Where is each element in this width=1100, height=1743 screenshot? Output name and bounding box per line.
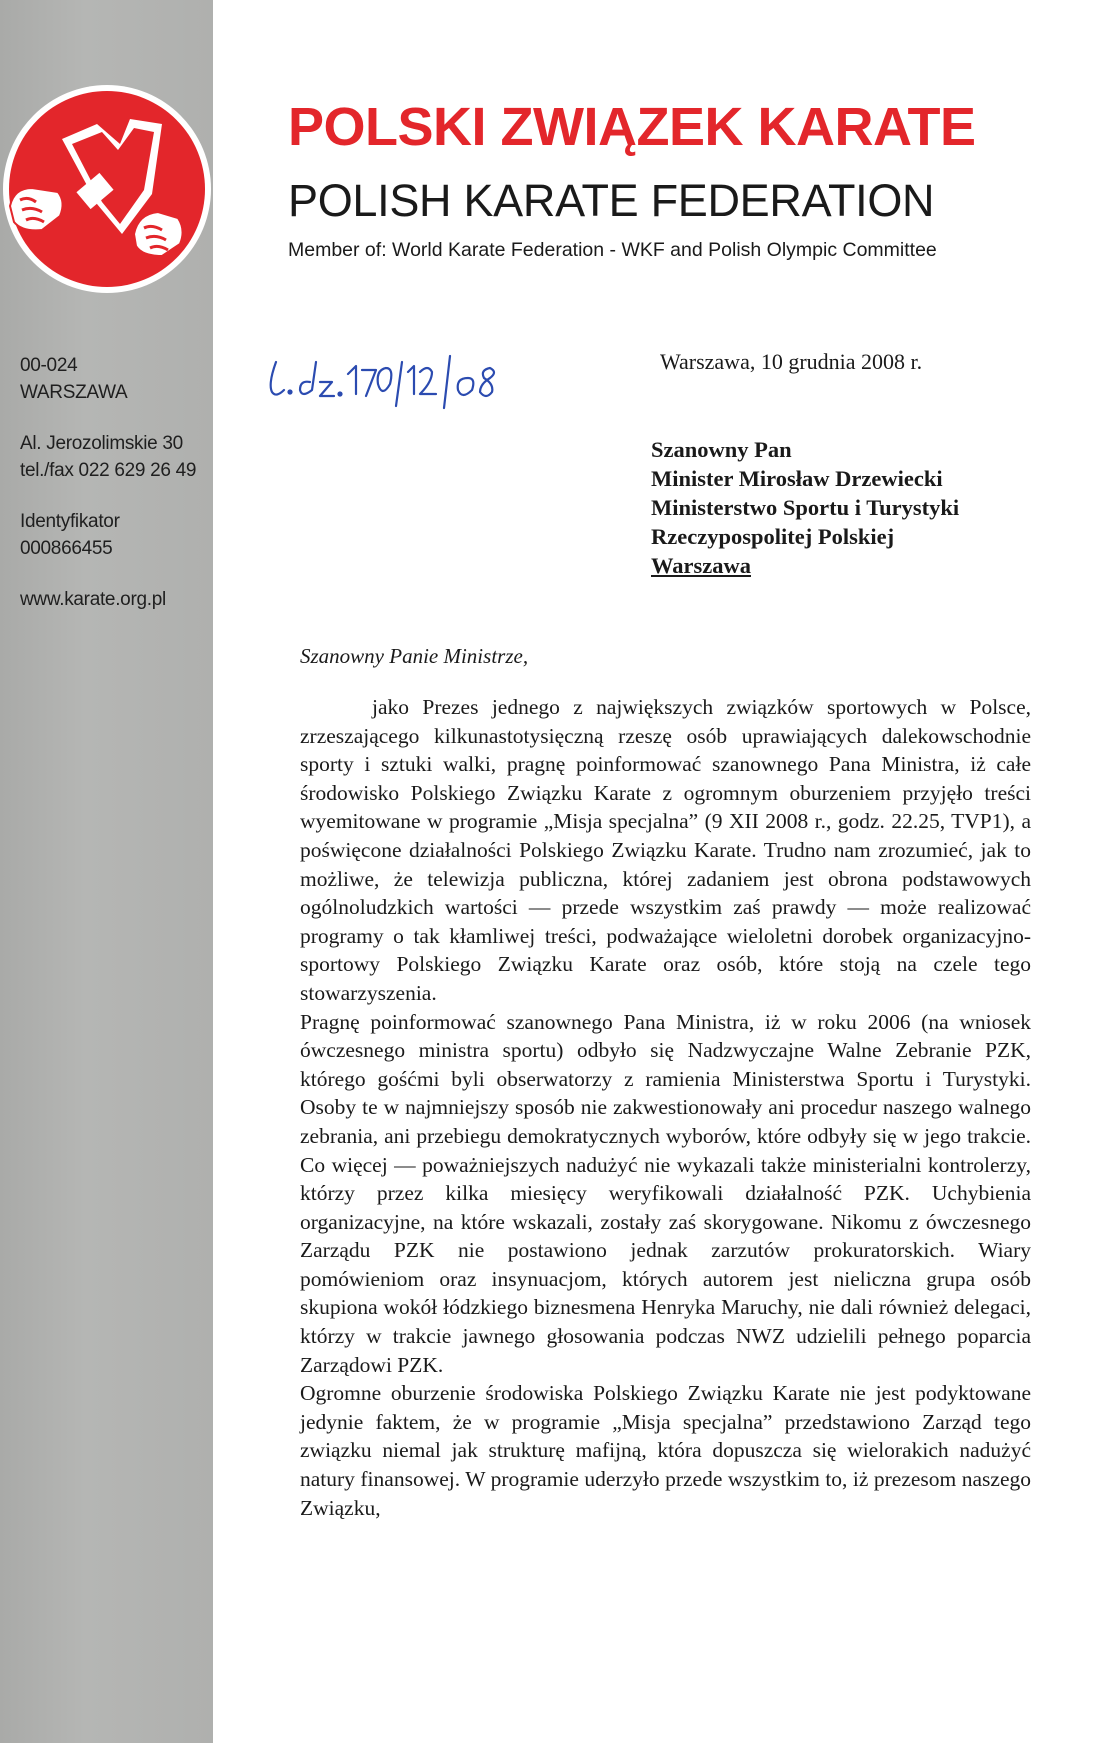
- city: WARSZAWA: [20, 382, 128, 403]
- body-paragraph: jako Prezes jednego z największych związków sportowych w Polsce, zrzeszającego kilkunastotysięczną rzeszę osób uprawiających dalekowschodnie sporty i sztuki walki, pragnę poinformować szanownego Pana Ministra, iż całe środowisko Polskiego Związku Karate z ogromnym oburzeniem przyjęło treści wyemitowane w programie „Misja specjalna” (9 XII 2008 r., godz. 22.25, TVP1), a poświęcone działalności Polskiego Związku Karate. Trudno nam zrozumieć, jak to możliwe, że telewizja publiczna, której zadaniem jest obrona podstawowych ogólnoludzkich wartości — przede wszystkim zaś prawdy — może realizować programy o tak kłamliwej treści, podważające wieloletni dorobek organizacyjno-sportowy Polskiego Związku Karate oraz osób, które stoją na czele tego stowarzyszenia.: [300, 695, 1031, 1005]
- karate-fighter-logo-icon: [2, 84, 212, 294]
- recipient-address: [651, 435, 959, 580]
- salutation: Szanowny Panie Ministrze,: [300, 644, 529, 668]
- organization-name-en: POLISH KARATE FEDERATION: [288, 175, 935, 226]
- recipient-line: Szanowny Pan: [651, 437, 792, 462]
- street-address: Al. Jerozolimskie 30: [20, 433, 183, 454]
- recipient-line: Rzeczypospolitej Polskiej: [651, 524, 895, 549]
- letter-body: [300, 693, 1031, 1522]
- sender-contact: [20, 352, 210, 613]
- letter-date: Warszawa, 10 grudnia 2008 r.: [660, 349, 923, 374]
- recipient-line: Minister Mirosław Drzewiecki: [651, 466, 943, 491]
- membership-line: Member of: World Karate Federation - WKF and Polish Olympic Committee: [288, 239, 937, 261]
- recipient-line: Ministerstwo Sportu i Turystyki: [651, 495, 960, 520]
- organization-name-pl: POLSKI ZWIĄZEK KARATE: [288, 97, 976, 157]
- identifier-label: Identyfikator: [20, 511, 120, 532]
- handwritten-reference-number: [262, 340, 512, 410]
- letterhead-sidebar: [0, 0, 213, 1743]
- website-link[interactable]: www.karate.org.pl: [20, 589, 166, 610]
- body-paragraph: Ogromne oburzenie środowiska Polskiego Związku Karate nie jest podyktowane jedynie faktem, że w programie „Misja specjalna” przedstawiono Zarząd tego związku niemal jak strukturę mafijną, która dopuszcza się wielorakich nadużyć natury finansowej. W programie uderzyło przede wszystkim to, iż prezesom naszego Związku,: [300, 1381, 1031, 1520]
- identifier-number: 000866455: [20, 538, 113, 559]
- phone-fax: tel./fax 022 629 26 49: [20, 460, 197, 481]
- body-paragraph: Pragnę poinformować szanownego Pana Ministra, iż w roku 2006 (na wniosek ówczesnego ministra sportu) odbyło się Nadzwyczajne Walne Zebranie PZK, którego gośćmi byli obserwatorzy z ramienia Ministerstwa Sportu i Turystyki. Osoby te w najmniejszy sposób nie zakwestionowały ani procedur naszego walnego zebrania, ani przebiegu demokratycznych wyborów, które odbyły się w jego trakcie. Co więcej — poważniejszych nadużyć nie wykazali także ministerialni kontrolerzy, którzy przez kilka miesięcy weryfikowali działalność PZK. Uchybienia organizacyjne, na które wskazali, zostały zaś skorygowane. Nikomu z ówczesnego Zarządu PZK nie postawiono jednak zarzutów prokuratorskich. Wiary pomówieniom oraz insynuacjom, których autorem jest nieliczna grupa osób skupiona wokół łódzkiego biznesmena Henryka Maruchy, nie dali również delegaci, którzy w trakcie jawnego głosowania podczas NWZ udzielili pełnego poparcia Zarządowi PZK.: [300, 1009, 1031, 1377]
- recipient-city: Warszawa: [651, 553, 751, 578]
- postal-code: 00-024: [20, 355, 78, 376]
